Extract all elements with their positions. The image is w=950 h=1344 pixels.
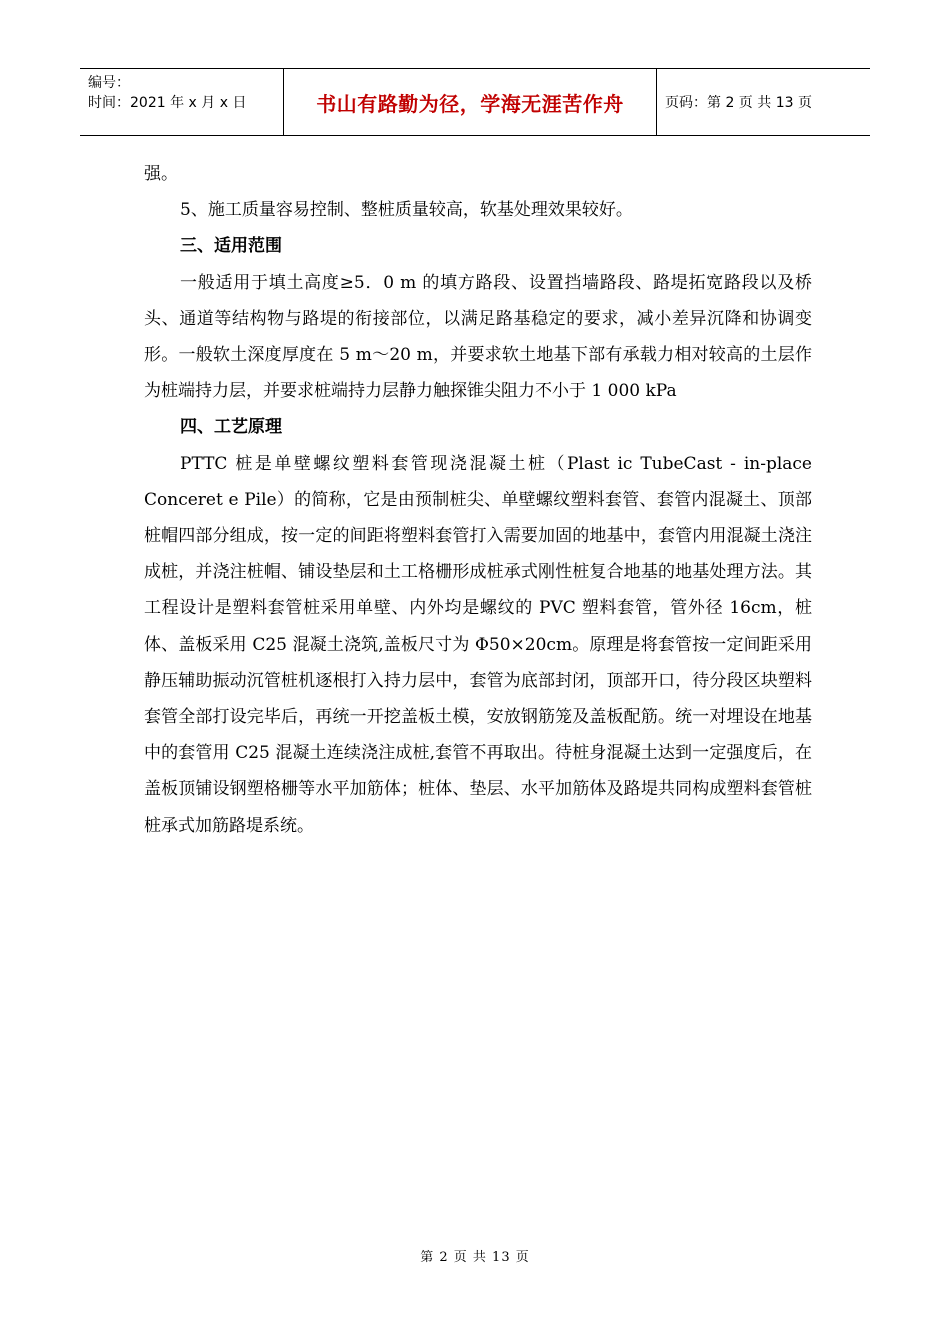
paragraph-scope: 一般适用于填土高度≥5．0 m 的填方路段、设置挡墙路段、路堤拓宽路段以及桥头、通道等结构物与路堤的衔接部位，以满足路基稳定的要求，减小差异沉降和协调变形。一般软土深度厚度在 5 m～20 m，并要求软土地基下部有承载力相对较高的土层作为桩端持力层，并要求桩端持力层静力触探锥尖阻力不小于 1 000 kPa — [144, 272, 812, 402]
page-footer: 第 2 页 共 13 页 — [420, 1250, 530, 1265]
section-heading-principle: 四、工艺原理 — [180, 417, 282, 438]
document-body — [144, 156, 812, 844]
document-number-label: 编号： — [88, 75, 130, 91]
paragraph-continuation: 强。 — [144, 164, 178, 184]
paragraph-item-5: 5、施工质量容易控制、整桩质量较高，软基处理效果较好。 — [180, 200, 633, 221]
header-meta — [80, 69, 283, 135]
paragraph-principle: PTTC 桩是单壁螺纹塑料套管现浇混凝土桩（Plast ic TubeCast - in-place Conceret e Pile）的简称，它是由预制桩尖、单壁螺纹塑料套管、套管内混凝土、顶部桩帽四部分组成，按一定的间距将塑料套管打入需要加固的地基中，套管内用混凝土浇注成桩，并浇注桩帽、铺设垫层和土工格栅形成桩承式刚性桩复合地基的地基处理方法。其工程设计是塑料套管桩采用单壁、内外均是螺纹的 PVC 塑料套管，管外径 16cm，桩体、盖板采用 C25 混凝土浇筑,盖板尺寸为 Φ50×20cm。原理是将套管按一定间距采用静压辅助振动沉管桩机逐根打入持力层中，套管为底部封闭，顶部开口，待分段区块塑料套管全部打设完毕后，再统一开挖盖板土模，安放钢筋笼及盖板配筋。统一对埋设在地基中的套管用 C25 混凝土连续浇注成桩,套管不再取出。待桩身混凝土达到一定强度后，在盖板顶铺设钢塑格栅等水平加筋体；桩体、垫层、水平加筋体及路堤共同构成塑料套管桩桩承式加筋路堤系统。 — [144, 453, 812, 836]
document-date-label: 时间：2021 年 x 月 x 日 — [88, 95, 247, 111]
section-heading-scope: 三、适用范围 — [180, 236, 282, 257]
header-motto: 书山有路勤为径，学海无涯苦作舟 — [283, 69, 657, 135]
header-page-info: 页码：第 2 页 共 13 页 — [665, 95, 812, 111]
page-header — [80, 68, 870, 136]
